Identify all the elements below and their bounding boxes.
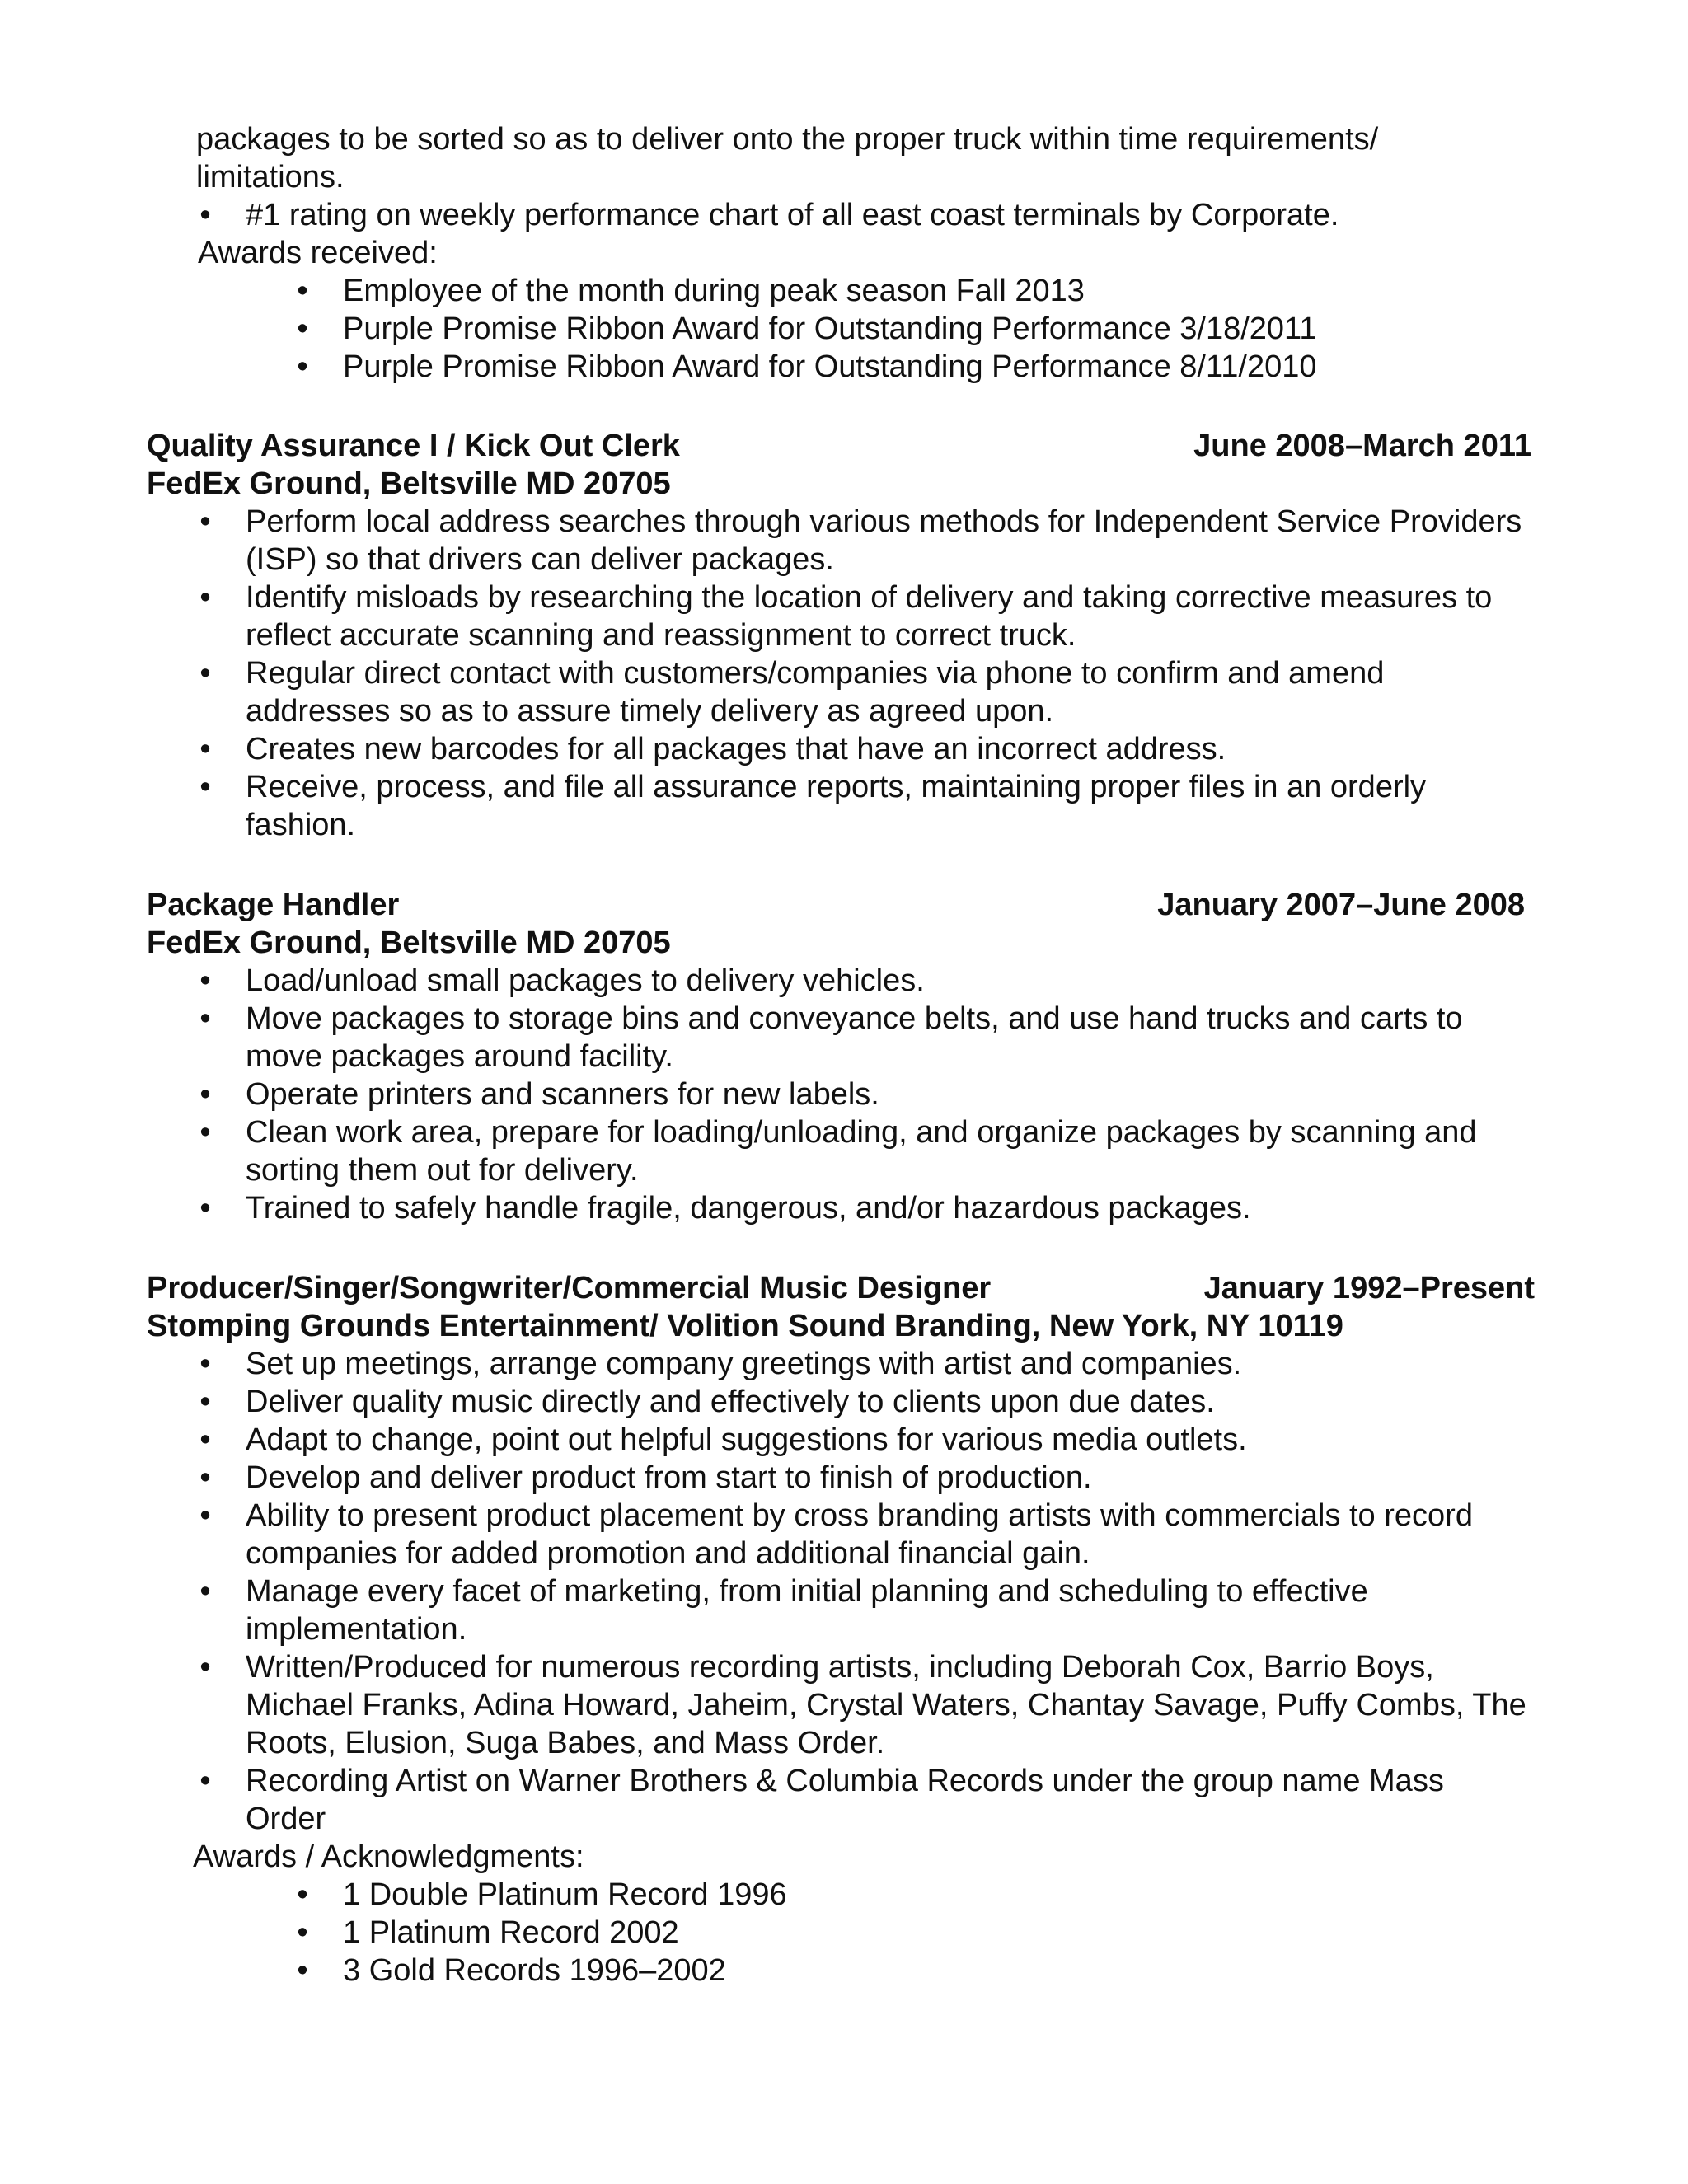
bullet-text: Receive, process, and file all assurance reports, maintaining proper files in an orderly fashion. <box>246 770 1427 842</box>
list-item <box>147 1648 1531 1762</box>
bullet-text: Ability to present product placement by cross branding artists with commercials to record companies for added promotion and additional financial gain. <box>246 1498 1473 1571</box>
bullet-text: Trained to safely handle fragile, dangerous, and/or hazardous packages. <box>246 1191 1251 1226</box>
continued-line: packages to be sorted so as to deliver onto the proper truck within time requirements/ <box>196 122 1379 157</box>
continued-line: limitations. <box>196 160 345 194</box>
list-item <box>147 1459 1531 1497</box>
bullet-icon: • <box>297 1877 308 1912</box>
job-employer: Stomping Grounds Entertainment/ Volition Sound Branding, New York, NY 10119 <box>147 1309 1343 1343</box>
job-employer: FedEx Ground, Beltsville MD 20705 <box>147 926 671 960</box>
awards-list <box>147 1876 1531 1990</box>
list-item <box>147 1383 1531 1421</box>
bullet-text: Deliver quality music directly and effectively to clients upon due dates. <box>246 1385 1215 1419</box>
list-item <box>147 654 1531 730</box>
continued-section <box>196 120 1531 196</box>
award-item <box>147 1952 1531 1990</box>
bullet-icon: • <box>199 1115 211 1150</box>
bullet-icon: • <box>199 656 211 691</box>
bullet-text: Clean work area, prepare for loading/unloading, and organize packages by scanning and sorting them out for delivery. <box>246 1115 1477 1188</box>
bullet-text: Written/Produced for numerous recording artists, including Deborah Cox, Barrio Boys, Michael Franks, Adina Howard, Jaheim, Crystal Waters, Chantay Savage, Puffy Combs, The Roots, Elusion, Suga Babes, and Mass Order. <box>246 1650 1526 1760</box>
job-title: Package Handler <box>147 888 400 922</box>
award-text: Purple Promise Ribbon Award for Outstanding Performance 8/11/2010 <box>343 349 1317 384</box>
bullet-icon: • <box>297 349 308 384</box>
job-dates: January 1992–Present <box>1203 1271 1535 1305</box>
list-item <box>147 768 1531 844</box>
bullet-icon: • <box>297 1915 308 1950</box>
bullet-icon: • <box>199 770 211 804</box>
bullet-text: Develop and deliver product from start to finish of production. <box>246 1460 1092 1495</box>
awards-heading: Awards / Acknowledgments: <box>193 1840 584 1874</box>
award-item <box>147 1914 1531 1952</box>
list-item <box>147 1113 1531 1189</box>
bullet-icon: • <box>199 1191 211 1226</box>
list-item <box>147 1421 1531 1459</box>
job-duties <box>147 503 1531 844</box>
bullet-text: Identify misloads by researching the location of delivery and taking corrective measures to reflect accurate scanning and reassignment to correct truck. <box>246 580 1493 653</box>
bullet-icon: • <box>297 274 308 308</box>
job-producer <box>147 1269 1535 1990</box>
award-text: 1 Double Platinum Record 1996 <box>343 1877 787 1912</box>
list-item <box>147 1572 1531 1648</box>
bullet-icon: • <box>199 732 211 766</box>
job-package-handler <box>147 886 1531 1227</box>
job-title: Quality Assurance I / Kick Out Clerk <box>147 429 680 463</box>
list-item <box>147 503 1531 579</box>
job-header <box>147 427 1531 465</box>
bullet-icon: • <box>199 198 211 232</box>
bullet-text: Set up meetings, arrange company greetings with artist and companies. <box>246 1347 1242 1381</box>
bullet-icon: • <box>199 1001 211 1036</box>
bullet-text: #1 rating on weekly performance chart of all east coast terminals by Corporate. <box>246 198 1339 232</box>
list-item <box>147 1762 1531 1838</box>
job-header <box>147 886 1531 924</box>
job-dates: January 2007–June 2008 <box>1157 888 1525 922</box>
bullet-text: Move packages to storage bins and conveyance belts, and use hand trucks and carts to move packages around facility. <box>246 1001 1463 1074</box>
job-title: Producer/Singer/Songwriter/Commercial Music Designer <box>147 1271 992 1305</box>
award-text: 3 Gold Records 1996–2002 <box>343 1953 726 1988</box>
job-quality-assurance <box>147 427 1531 844</box>
award-text: 1 Platinum Record 2002 <box>343 1915 679 1950</box>
bullet-icon: • <box>199 1574 211 1609</box>
list-item <box>147 1345 1531 1383</box>
bullet-icon: • <box>199 580 211 615</box>
list-item <box>147 962 1531 1000</box>
list-item <box>147 1497 1531 1572</box>
bullet-text: Adapt to change, point out helpful suggestions for various media outlets. <box>246 1422 1247 1457</box>
list-item <box>147 1000 1531 1076</box>
bullet-text: Operate printers and scanners for new labels. <box>246 1077 879 1112</box>
award-text: Purple Promise Ribbon Award for Outstanding Performance 3/18/2011 <box>343 312 1317 346</box>
continued-bullets <box>147 196 1531 386</box>
bullet-icon: • <box>199 1347 211 1381</box>
awards-heading: Awards received: <box>198 236 438 270</box>
list-item <box>147 196 1531 234</box>
bullet-icon: • <box>297 1953 308 1988</box>
bullet-icon: • <box>199 504 211 539</box>
bullet-icon: • <box>297 312 308 346</box>
bullet-text: Recording Artist on Warner Brothers & Columbia Records under the group name Mass Order <box>246 1764 1444 1836</box>
bullet-icon: • <box>199 1460 211 1495</box>
list-item <box>147 730 1531 768</box>
award-item <box>147 272 1531 310</box>
bullet-text: Creates new barcodes for all packages that have an incorrect address. <box>246 732 1226 766</box>
job-dates: June 2008–March 2011 <box>1193 429 1531 463</box>
bullet-icon: • <box>199 1077 211 1112</box>
award-item <box>147 348 1531 386</box>
award-item <box>147 1876 1531 1914</box>
bullet-text: Load/unload small packages to delivery vehicles. <box>246 963 925 998</box>
bullet-text: Regular direct contact with customers/companies via phone to confirm and amend addresses so as to assure timely delivery as agreed upon. <box>246 656 1385 729</box>
bullet-icon: • <box>199 1385 211 1419</box>
bullet-text: Perform local address searches through various methods for Independent Service Providers (ISP) so that drivers can deliver packages. <box>246 504 1522 577</box>
job-employer: FedEx Ground, Beltsville MD 20705 <box>147 466 671 501</box>
job-duties <box>147 962 1531 1227</box>
job-duties <box>147 1345 1531 1838</box>
bullet-icon: • <box>199 1764 211 1798</box>
list-item <box>147 1189 1531 1227</box>
list-item <box>147 579 1531 654</box>
bullet-icon: • <box>199 1498 211 1533</box>
bullet-icon: • <box>199 963 211 998</box>
award-item <box>147 310 1531 348</box>
job-header <box>147 1269 1535 1307</box>
bullet-icon: • <box>199 1650 211 1685</box>
bullet-text: Manage every facet of marketing, from initial planning and scheduling to effective implementation. <box>246 1574 1368 1647</box>
award-text: Employee of the month during peak season Fall 2013 <box>343 274 1085 308</box>
list-item <box>147 1076 1531 1113</box>
bullet-icon: • <box>199 1422 211 1457</box>
